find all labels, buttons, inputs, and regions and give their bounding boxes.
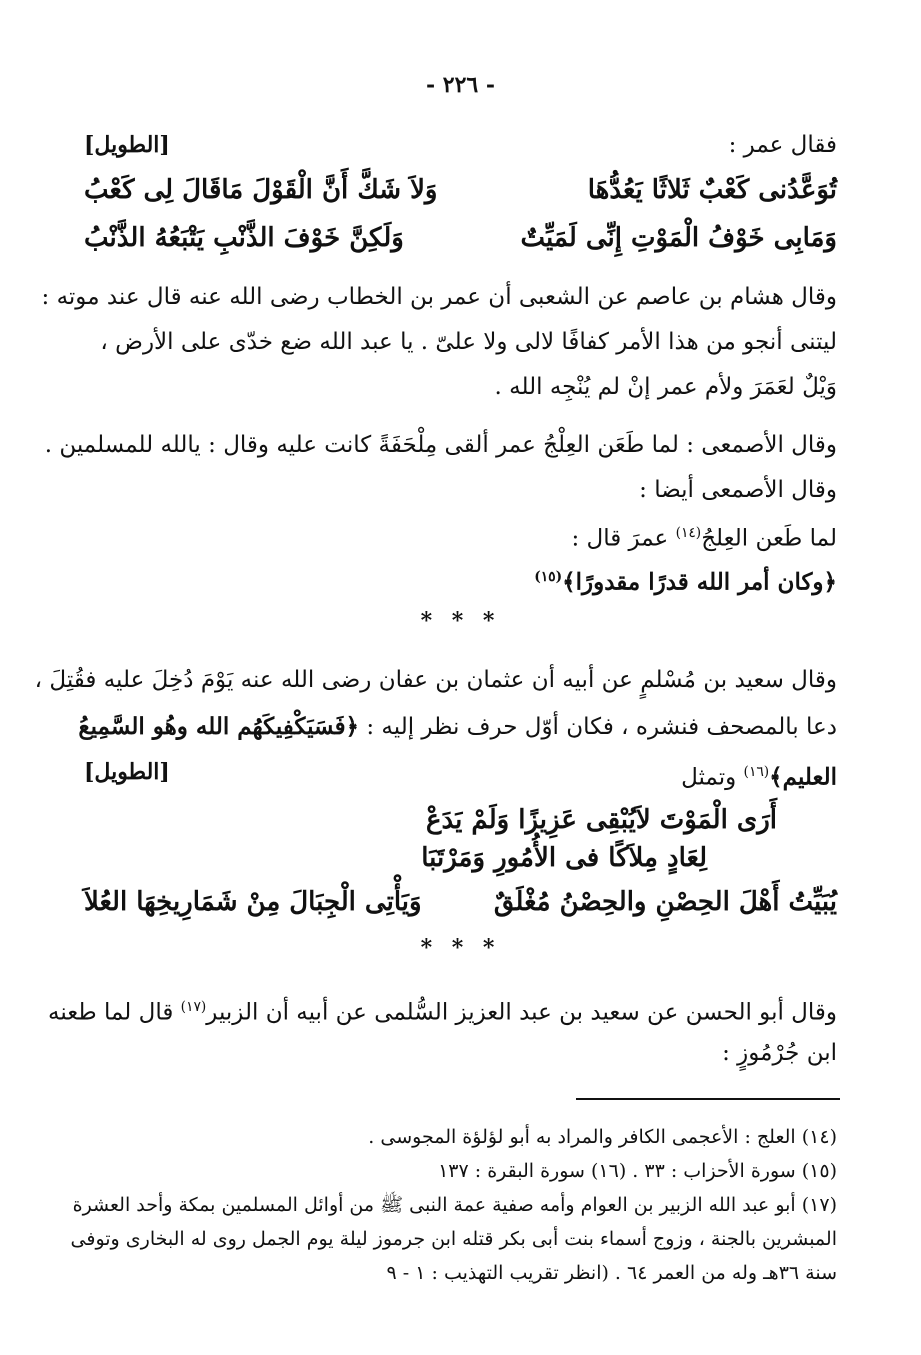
quran-text: العليم﴾ — [769, 763, 837, 791]
text-line: وقال هشام بن عاصم عن الشعبى أن عمر بن الخطاب رضى الله عنه قال عند موته : — [41, 284, 837, 310]
text-line: وقال الأصمعى : لما طَعَن العِلْجُ عمر ألقى مِلْحَفَةً كانت عليه وقال : يالله للمسلمين . — [44, 432, 837, 458]
quran-text: ﴿فَسَيَكْفِيكَهُم الله وهُو السَّمِيعُ — [78, 713, 360, 740]
verse-line — [84, 800, 837, 840]
meter-label: [الطويل] — [84, 132, 170, 158]
text-segment: دعا بالمصحف فنشره ، فكان أوّل حرف نظر إليه : — [366, 714, 837, 740]
footnote: (١٤) العلج : الأعجمى الكافر والمراد به أبو لؤلؤة المجوسى . — [368, 1126, 837, 1148]
verse-hemistich: وَيَأْتِى الْجِبَالَ مِنْ شَمَارِيخِهَا العُلاَ — [84, 887, 422, 917]
verse-hemistich: وَلَكِنَّ خَوْفَ الذَّنْبِ يَتْبَعُهُ الذَّنْبُ — [84, 223, 404, 253]
text-line — [84, 516, 837, 556]
verse-line — [84, 218, 837, 258]
text-segment: وتمثل — [681, 764, 737, 791]
verse-hemistich: لِعَادٍ مِلاَكًا فى الأُمُورِ وَمَرْتَبَا — [421, 843, 707, 873]
verse-hemistich: تُوَعَّدُنى كَعْبٌ ثَلاثًا يَعُدُّهَا — [587, 175, 837, 205]
text-segment: وقال أبو الحسن عن سعيد بن عبد العزيز السُّلمى عن أبيه أن الزبير — [206, 999, 837, 1026]
verse-hemistich: وَلاَ شَكَّ أَنَّ الْقَوْلَ مَاقَالَ لِى كَعْبُ — [84, 175, 438, 205]
text-segment: قال لما طعنه — [48, 999, 174, 1026]
verse-line — [84, 170, 837, 210]
footnote: (١٥) سورة الأحزاب : ٣٣ . (١٦) سورة البقرة : ١٣٧ — [438, 1160, 837, 1182]
footnote: (١٧) أبو عبد الله الزبير بن العوام وأمه صفية عمة النبى ﷺ من أوائل المسلمين بمكة وأحد العشرة — [72, 1194, 837, 1216]
text-line: وقال سعيد بن مُسْلمٍ عن أبيه أن عثمان بن عفان رضى الله عنه يَوْمَ دُخِلَ عليه فقُتِلَ ، — [34, 667, 837, 693]
footnote: المبشرين بالجنة ، وزوج أسماء بنت أبى بكر قتله ابن جرموز ليلة يوم الجمل روى له البخارى وتوفى — [70, 1228, 837, 1250]
footnote: سنة ٣٦هـ وله من العمر ٦٤ . (انظر تقريب التهذيب : ١ - ٩ — [386, 1262, 837, 1284]
footnote-ref: (١٥) — [534, 569, 563, 585]
text-segment: عمرَ قال : — [571, 525, 669, 552]
text-line: ابن جُرْمُوزٍ : — [722, 1040, 837, 1066]
footnote-ref: (١٧) — [180, 999, 207, 1015]
footnote-separator — [576, 1098, 840, 1100]
text-line: وَيْلٌ لعَمَرَ ولأم عمر إنْ لم يُنْجِه الله . — [494, 374, 837, 400]
meter-label: [الطويل] — [84, 759, 170, 785]
verse-line — [84, 838, 837, 878]
verse-hemistich: أَرَى الْمَوْتَ لاَيُبْقِى عَزِيزًا وَلَمْ يَدَعْ — [425, 805, 777, 835]
page-number: - ٢٢٦ - — [425, 72, 496, 98]
text-segment: لما طَعن العِلجُ — [701, 525, 837, 552]
text-line: ليتنى أنجو من هذا الأمر كفافًا لالى ولا علىّ . يا عبد الله ضع خدّى على الأرض ، — [100, 329, 837, 355]
quran-text: ﴿وكان أمر الله قدرًا مقدورًا﴾ — [562, 568, 837, 596]
footnote-ref: (١٤) — [675, 525, 702, 541]
intro-line: فقال عمر : — [728, 132, 837, 158]
quran-quote — [84, 560, 837, 600]
verse-hemistich: يُبَيِّتُ أَهْلَ الحِصْنِ والحِصْنُ مُغْلَقٌ — [493, 887, 837, 917]
verse-line — [84, 882, 837, 922]
section-divider: * * * — [420, 935, 501, 961]
section-divider: * * * — [420, 608, 501, 634]
text-line — [84, 755, 837, 795]
text-line — [78, 710, 837, 744]
footnote-ref: (١٦) — [743, 764, 770, 780]
verse-hemistich: وَمَابِى خَوْفُ الْمَوْتِ إِنِّى لَمَيِّتٌ — [520, 223, 837, 253]
text-line: وقال الأصمعى أيضا : — [639, 477, 837, 503]
text-line — [48, 990, 837, 1030]
